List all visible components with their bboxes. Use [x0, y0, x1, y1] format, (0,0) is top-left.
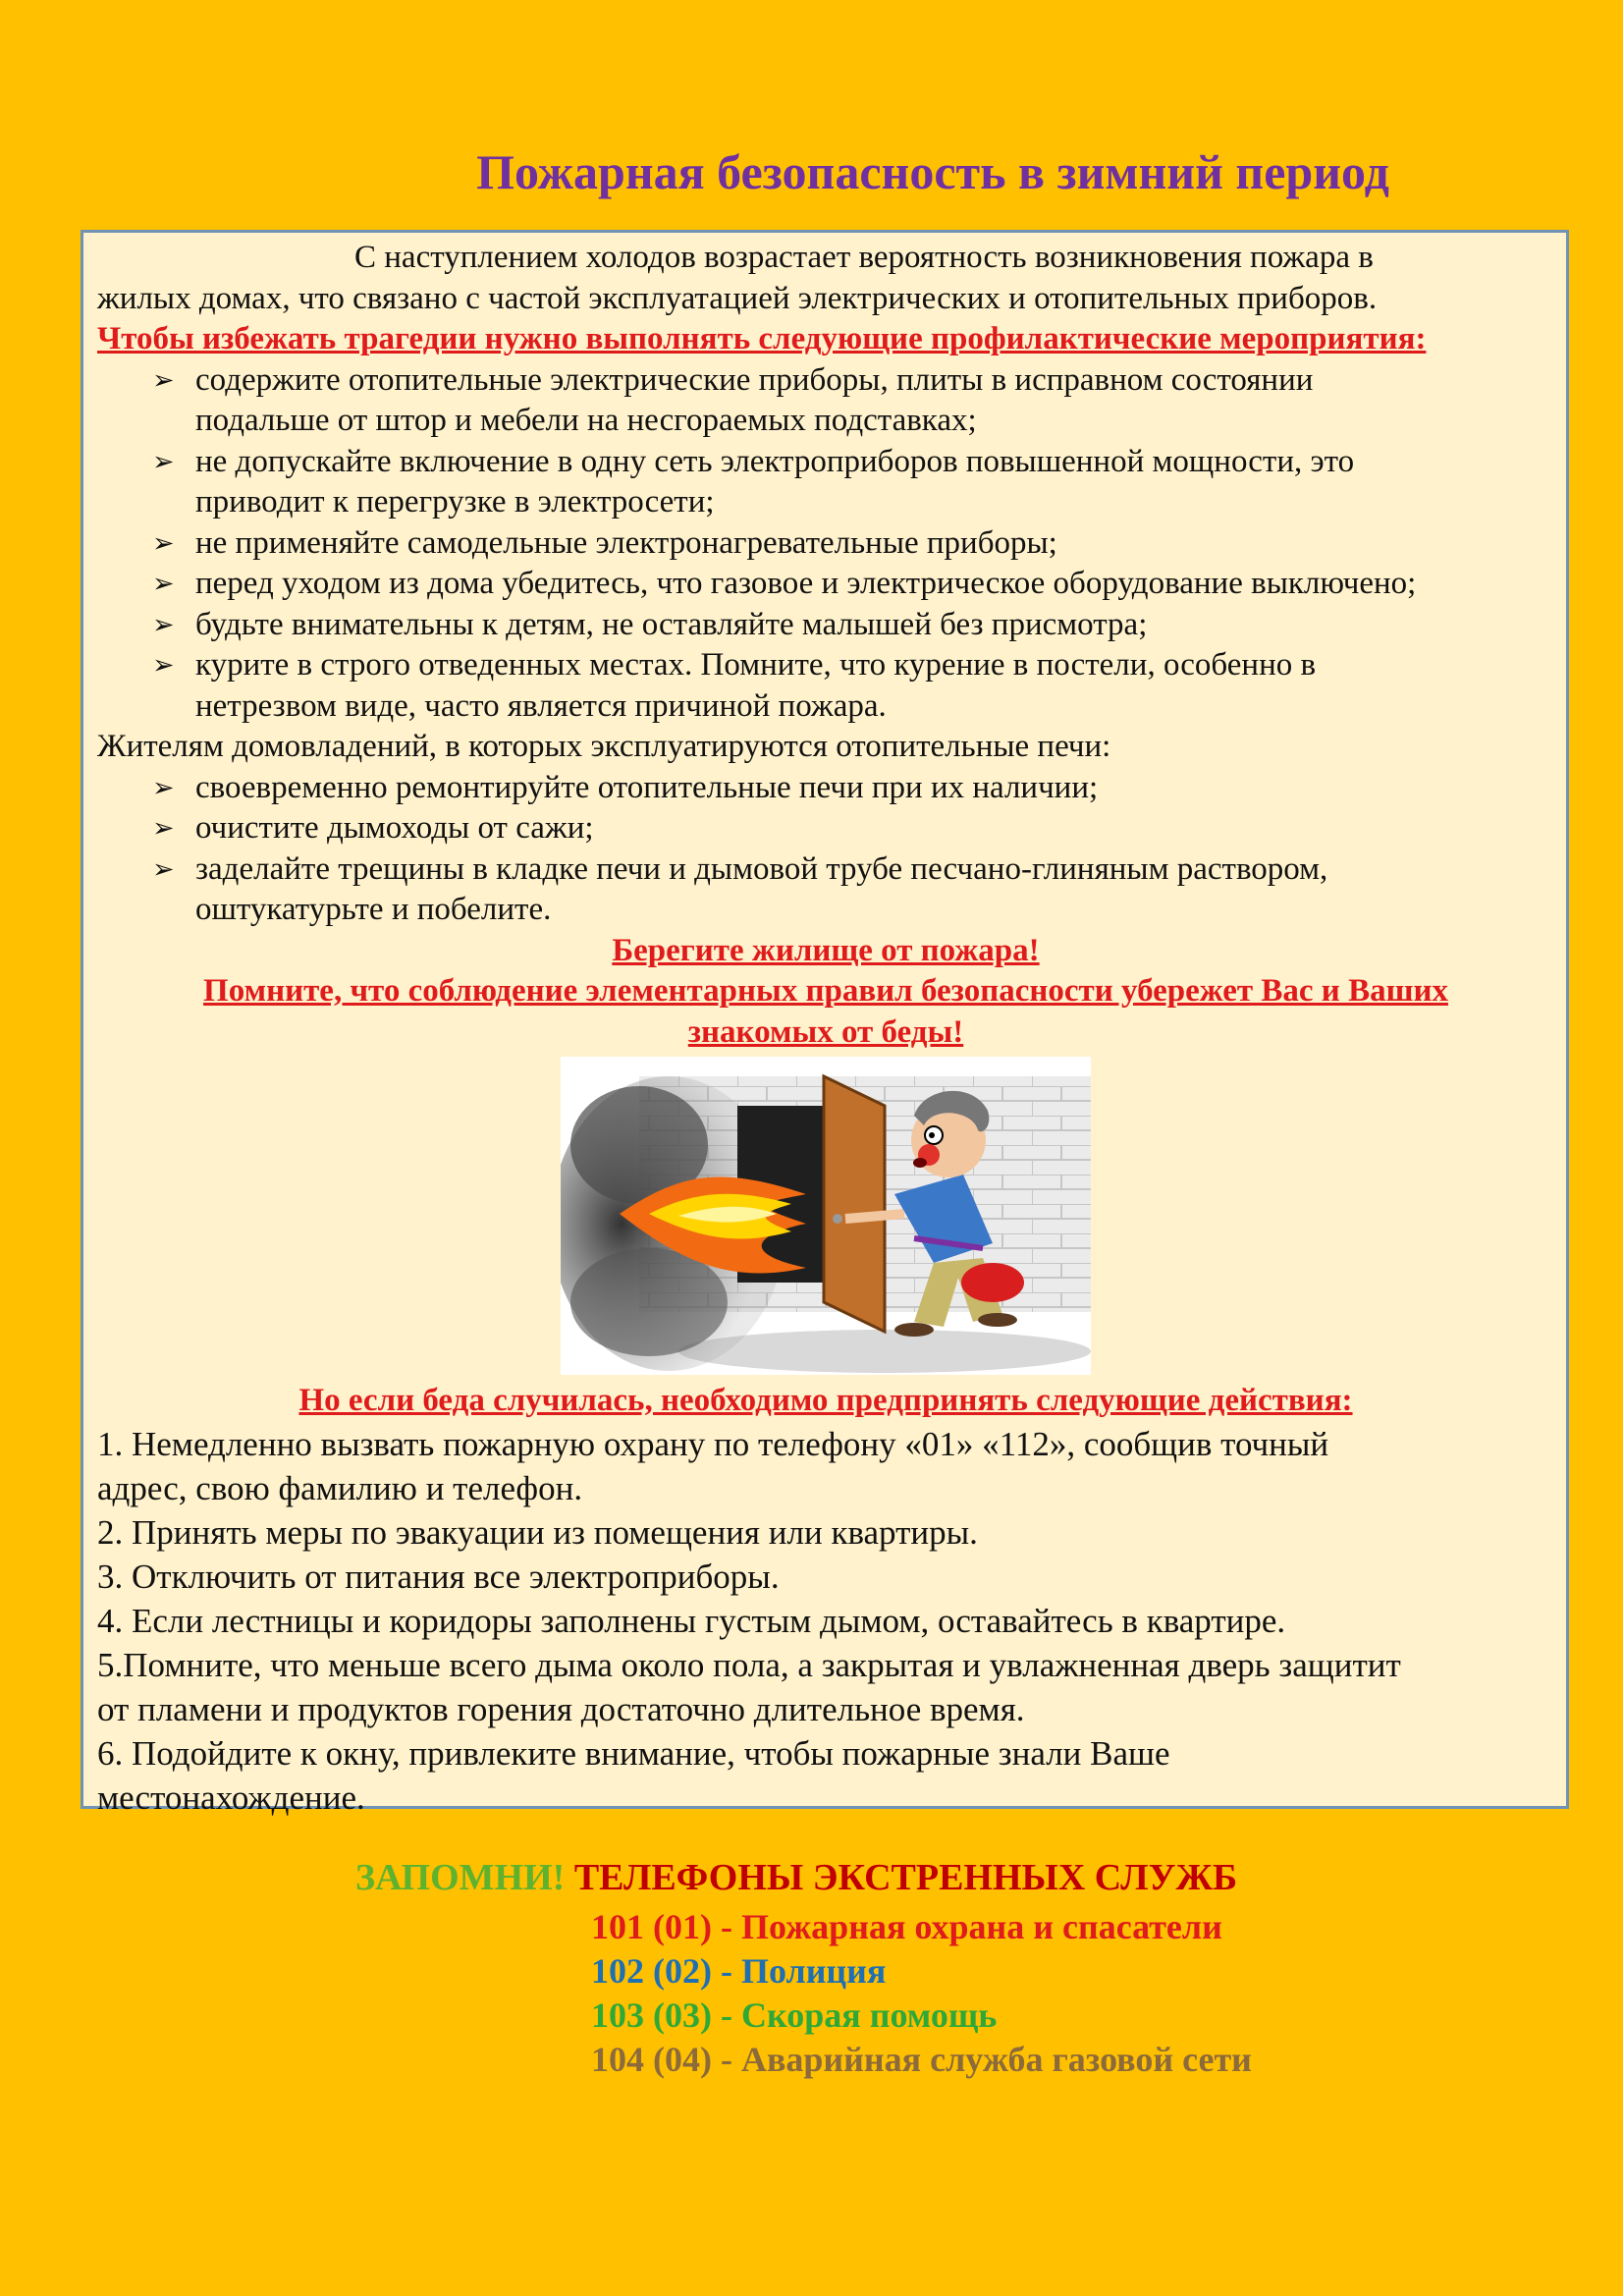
list-item: ➢ будьте внимательны к детям, не оставляйте малышей без присмотра; — [195, 605, 1554, 646]
list-item: 3. Отключить от питания все электроприборы. — [97, 1557, 780, 1596]
emergency-steps — [97, 1422, 1554, 1820]
phones-title: ТЕЛЕФОНЫ ЭКСТРЕННЫХ СЛУЖБ — [573, 1857, 1238, 1898]
intro-line-2: жилых домах, что связано с частой эксплуатацией электрических и отопительных приборов. — [97, 280, 1378, 316]
slogan-1: Берегите жилище от пожара! — [612, 932, 1040, 968]
phones-list — [591, 1905, 1252, 2082]
list-item: ➢ своевременно ремонтируйте отопительные печи при их наличии; — [195, 768, 1554, 809]
phone-fire: 101 (01) - Пожарная охрана и спасатели — [591, 1907, 1222, 1946]
list-item: 4. Если лестницы и коридоры заполнены густым дымом, оставайтесь в квартире. — [97, 1601, 1286, 1640]
measures-list — [97, 360, 1554, 728]
list-item: ➢ очистите дымоходы от сажи; — [195, 808, 1554, 849]
phone-ambulance: 103 (03) - Скорая помощь — [591, 1995, 998, 2035]
slogan-2: Помните, что соблюдение элементарных правил безопасности убережет Вас и Ваших знакомых от беды! — [203, 973, 1448, 1050]
fire-door-cartoon-icon — [561, 1057, 1091, 1375]
measures-heading: Чтобы избежать трагедии нужно выполнять следующие профилактические мероприятия: — [97, 321, 1427, 356]
list-item: ➢ содержите отопительные электрические приборы, плиты в исправном состоянии подальше от штор и мебели на несгораемых подставках; — [195, 360, 1554, 442]
phone-police: 102 (02) - Полиция — [591, 1951, 887, 1991]
page-title: Пожарная безопасность в зимний период — [476, 144, 1389, 199]
intro-line-1: С наступлением холодов возрастает вероятность возникновения пожара в — [354, 240, 1374, 275]
list-item: 6. Подойдите к окну, привлеките внимание, чтобы пожарные знали Ваше местонахождение. — [97, 1733, 1170, 1817]
remember-label: ЗАПОМНИ! — [355, 1857, 566, 1898]
content-box — [81, 230, 1569, 1817]
list-item: ➢ курите в строго отведенных местах. Помните, что курение в постели, особенно в нетрезвом виде, часто является причиной пожара. — [195, 645, 1554, 727]
list-item: 2. Принять меры по эвакуации из помещения или квартиры. — [97, 1512, 978, 1552]
list-item: ➢ не допускайте включение в одну сеть электроприборов повышенной мощности, это приводит к перегрузке в электросети; — [195, 442, 1554, 523]
phone-gas: 104 (04) - Аварийная служба газовой сети — [591, 2040, 1252, 2079]
stove-measures-list — [97, 768, 1554, 931]
stove-heading: Жителям домовладений, в которых эксплуатируются отопительные печи: — [97, 729, 1111, 764]
list-item: ➢ не применяйте самодельные электронагревательные приборы; — [195, 523, 1554, 565]
list-item: ➢ перед уходом из дома убедитесь, что газовое и электрическое оборудование выключено; — [195, 564, 1554, 605]
list-item: 5.Помните, что меньше всего дыма около пола, а закрытая и увлажненная дверь защитит от пламени и продуктов горения достаточно длительное время. — [97, 1645, 1401, 1728]
list-item: 1. Немедленно вызвать пожарную охрану по телефону «01» «112», сообщив точный адрес, свою фамилию и телефон. — [97, 1424, 1329, 1507]
list-item: ➢ заделайте трещины в кладке печи и дымовой трубе песчано-глиняным раствором, оштукатурьте и побелите. — [195, 849, 1554, 931]
emergency-heading: Но если беда случилась, необходимо предпринять следующие действия: — [298, 1383, 1353, 1418]
phones-heading — [355, 1856, 1237, 1899]
